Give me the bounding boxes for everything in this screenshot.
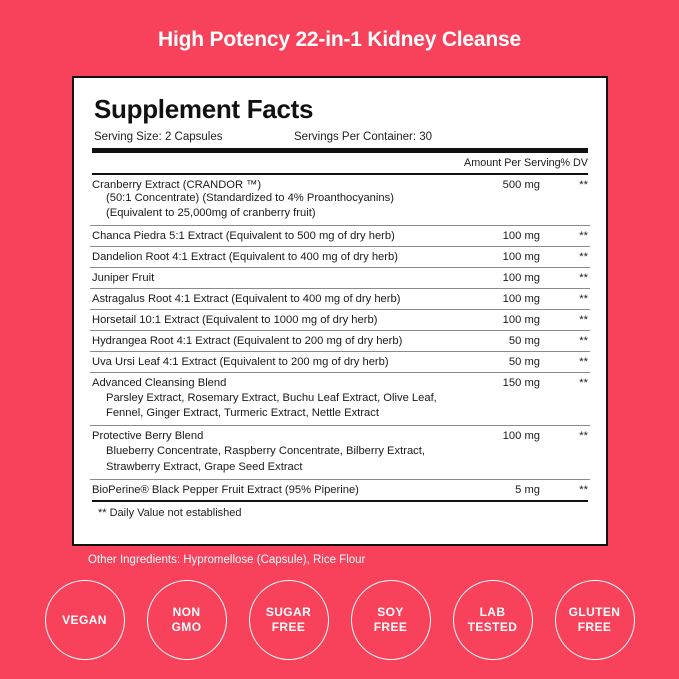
ingredient-amount: 50 mg: [462, 352, 542, 373]
badge-gluten-free: [555, 580, 635, 660]
ingredient-amount: 100 mg: [462, 426, 542, 479]
ingredient-name: Astragalus Root 4:1 Extract (Equivalent to 400 mg of dry herb): [90, 289, 462, 310]
ingredient-label: Protective Berry Blend: [92, 430, 204, 443]
ingredient-name: Uva Ursi Leaf 4:1 Extract (Equivalent to 200 mg of dry herb): [90, 352, 462, 373]
badge-line1: VEGAN: [62, 612, 107, 627]
serving-info: [94, 131, 590, 143]
supplement-facts-body: [90, 175, 590, 500]
table-row: [90, 352, 590, 373]
other-ingredients: Other Ingredients: Hypromellose (Capsule), Rice Flour: [88, 554, 366, 566]
table-row: [90, 247, 590, 268]
badge-line1: SOY: [377, 605, 404, 619]
table-row: [90, 426, 590, 479]
blend-ingredients: Blueberry Concentrate, Raspberry Concentrate, Bilberry Extract, Strawberry Extract, Grape Seed Extract: [106, 445, 425, 473]
badge-line2: TESTED: [467, 620, 518, 634]
ingredient-dv: **: [579, 179, 588, 191]
badge-lab-tested: [453, 580, 533, 660]
ingredient-name: Horsetail 10:1 Extract (Equivalent to 1000 mg of dry herb): [90, 310, 462, 331]
badge-soy-free: [351, 580, 431, 660]
ingredient-dv: **: [542, 310, 590, 331]
ingredient-dv: **: [542, 426, 590, 479]
badge-line1: NON: [172, 605, 201, 619]
badge-line2: GMO: [171, 620, 202, 634]
supplement-facts-panel: [72, 76, 608, 546]
ingredient-dv: **: [542, 373, 590, 426]
table-row: [90, 310, 590, 331]
ingredient-name: [90, 426, 462, 479]
badge-line2: FREE: [577, 620, 612, 634]
table-header-row: [90, 153, 590, 173]
badge-sugar-free: [249, 580, 329, 660]
daily-value-footnote: ** Daily Value not established: [98, 506, 242, 519]
badge-line2: FREE: [373, 620, 408, 634]
ingredient-name: [90, 175, 462, 226]
supplement-facts-table: [90, 153, 590, 173]
table-row: [90, 175, 590, 226]
header-spacer: [90, 153, 462, 173]
header-dv: % DV: [560, 157, 588, 169]
ingredient-amount: 5 mg: [462, 479, 542, 500]
ingredient-name: Hydrangea Root 4:1 Extract (Equivalent to 200 mg of dry herb): [90, 331, 462, 352]
ingredient-dv: **: [542, 331, 590, 352]
ingredient-amount: 100 mg: [462, 268, 542, 289]
serving-size: Serving Size: 2 Capsules: [94, 131, 223, 143]
badge-line1: SUGAR: [265, 605, 312, 619]
table-row: [90, 331, 590, 352]
table-row: [90, 289, 590, 310]
ingredient-name: Chanca Piedra 5:1 Extract (Equivalent to 500 mg of dry herb): [90, 226, 462, 247]
ingredient-dv: **: [542, 268, 590, 289]
ingredient-dv: **: [542, 226, 590, 247]
ingredient-amount: 100 mg: [462, 310, 542, 331]
ingredient-amount: 100 mg: [462, 289, 542, 310]
blend-ingredients: Parsley Extract, Rosemary Extract, Buchu Leaf Extract, Olive Leaf, Fennel, Ginger Extract, Turmeric Extract, Nettle Extract: [106, 392, 437, 420]
ingredient-amount: 100 mg: [462, 247, 542, 268]
ingredient-amount: 100 mg: [462, 226, 542, 247]
badge-line1: LAB: [479, 605, 506, 619]
badge-vegan: [45, 580, 125, 660]
ingredient-amount: 50 mg: [462, 331, 542, 352]
badge-line2: FREE: [271, 620, 306, 634]
ingredient-dv: **: [542, 352, 590, 373]
table-row: [90, 268, 590, 289]
ingredient-dv: **: [542, 479, 590, 500]
header-amount: Amount Per Serving: [464, 157, 561, 169]
badge-line1: GLUTEN: [568, 605, 621, 619]
servings-per-container: Servings Per Container: 30: [294, 131, 433, 143]
ingredient-dv: **: [542, 247, 590, 268]
ingredient-amount: 500 mg: [502, 179, 540, 191]
ingredient-name: Juniper Fruit: [90, 268, 462, 289]
ingredient-name: BioPerine® Black Pepper Fruit Extract (95% Piperine): [90, 479, 462, 500]
table-row: [90, 226, 590, 247]
ingredient-amount: 150 mg: [462, 373, 542, 426]
ingredient-sub: (50:1 Concentrate) (Standardized to 4% Proanthocyanins) (Equivalent to 25,000mg of cranberry fruit): [106, 192, 394, 220]
badge-row: [0, 580, 679, 660]
badge-non-gmo: [147, 580, 227, 660]
ingredient-label: Advanced Cleansing Blend: [92, 377, 227, 390]
table-row: [90, 373, 590, 426]
ingredient-name: [90, 373, 462, 426]
page-title: High Potency 22-in-1 Kidney Cleanse: [158, 28, 521, 51]
ingredient-label: Cranberry Extract (CRANDOR ™): [92, 179, 262, 191]
ingredient-dv: **: [542, 289, 590, 310]
supplement-facts-title: Supplement Facts: [94, 94, 314, 124]
ingredient-name: Dandelion Root 4:1 Extract (Equivalent to 400 mg of dry herb): [90, 247, 462, 268]
table-row: [90, 479, 590, 500]
